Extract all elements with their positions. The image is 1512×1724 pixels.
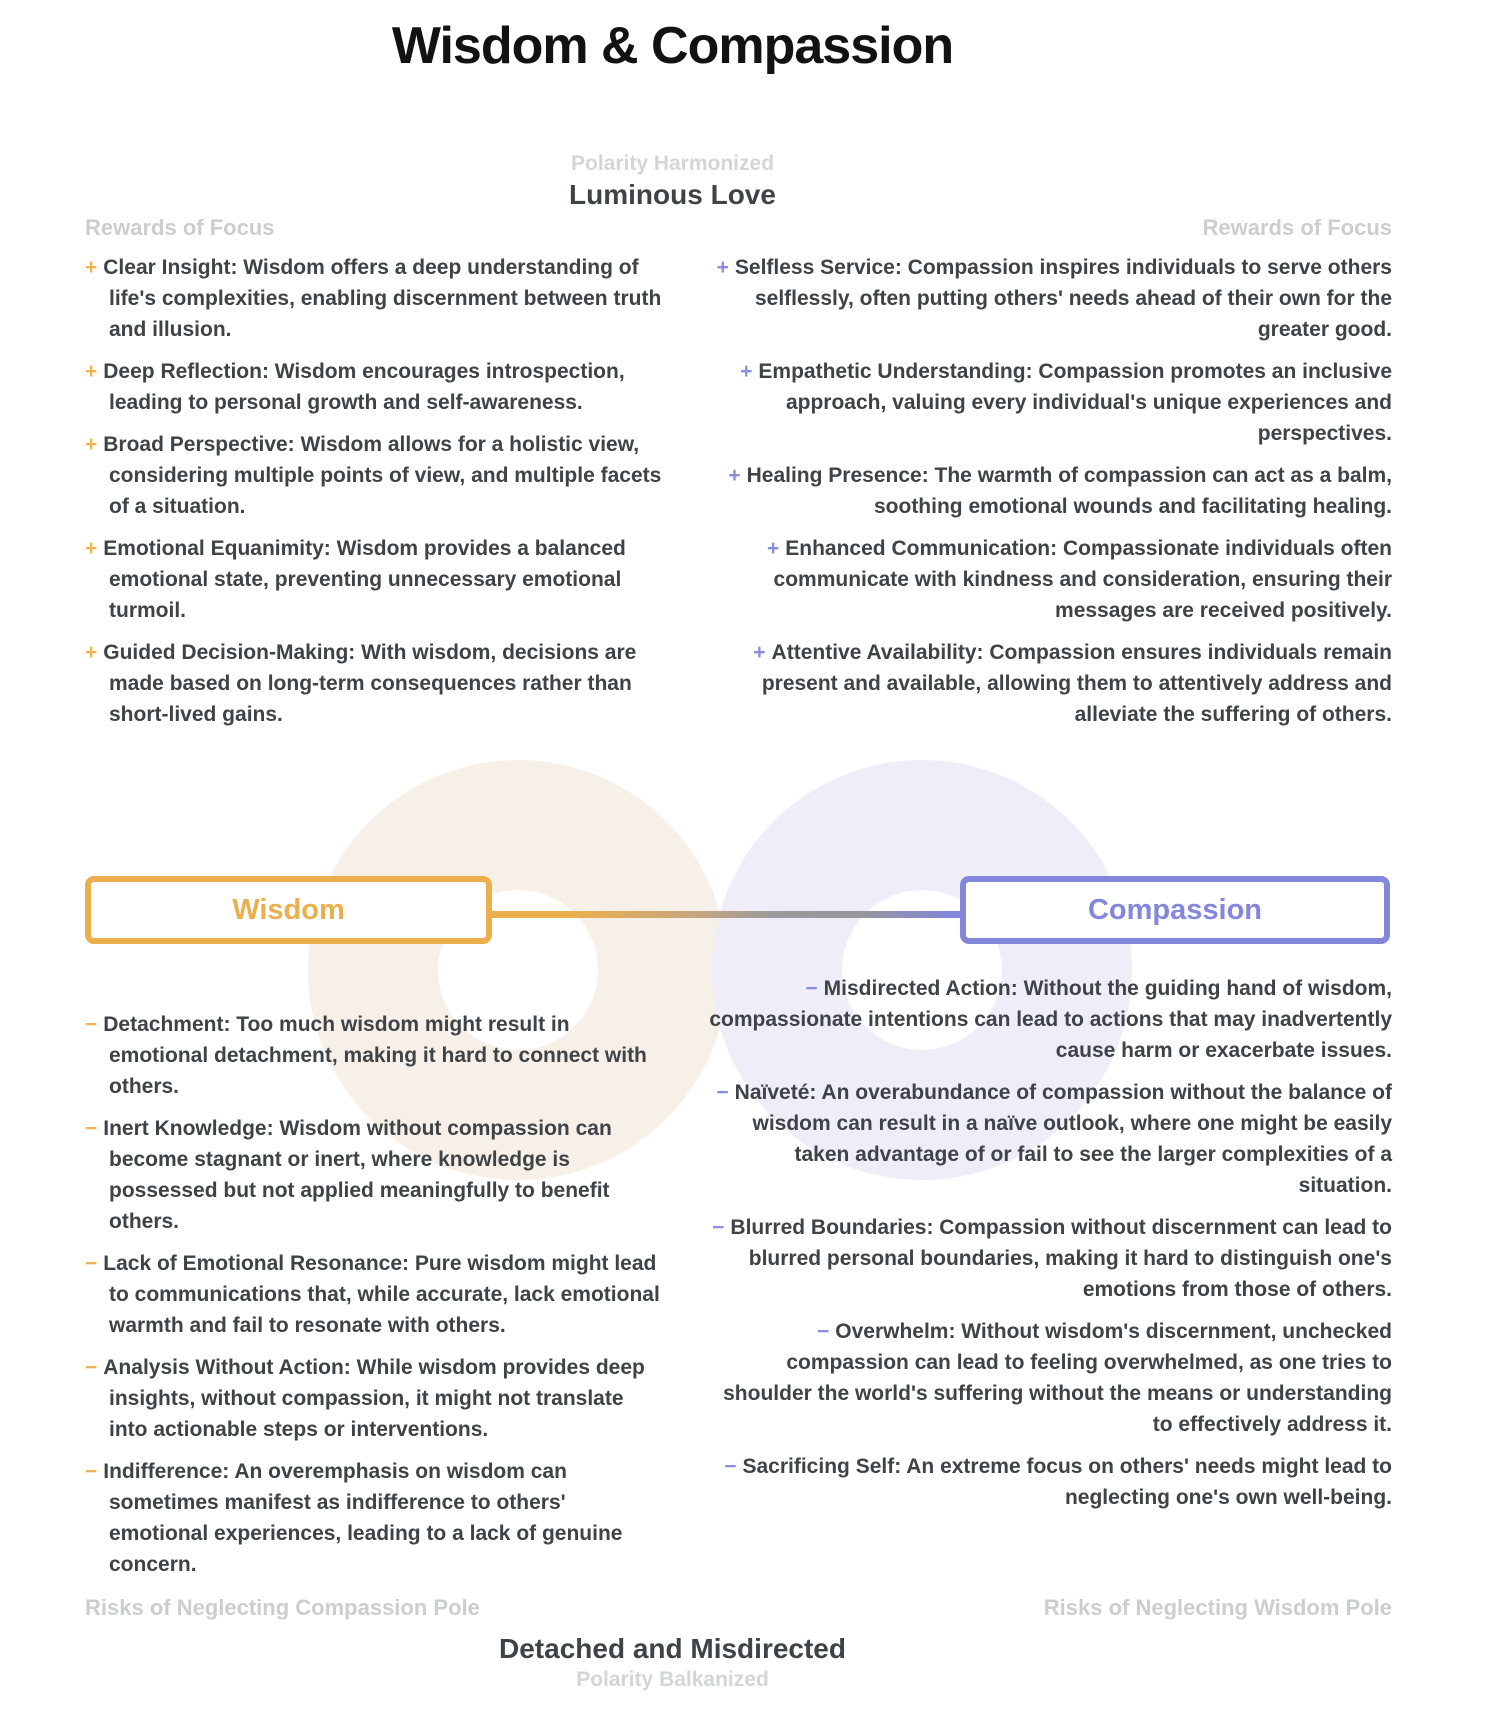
polarity-item: [85, 533, 663, 626]
polarity-item: [702, 252, 1392, 345]
item-text: Clear Insight: Wisdom offers a deep understanding of life's complexities, enabling discernment between truth and illusion.: [103, 256, 662, 341]
polarity-item: [702, 973, 1392, 1066]
minus-icon: −: [716, 1081, 729, 1104]
item-text: Sacrificing Self: An extreme focus on others' needs might lead to neglecting one's own well-being.: [742, 1455, 1392, 1509]
minus-icon: −: [85, 1013, 98, 1036]
polarity-item: [702, 1451, 1392, 1513]
rewards-label-row: [85, 214, 1392, 242]
wisdom-pole-box[interactable]: [85, 876, 492, 944]
polarity-item: [85, 1456, 663, 1580]
polarity-item: [702, 637, 1392, 730]
minus-icon: −: [816, 1320, 830, 1343]
harmony-section: [85, 150, 1260, 212]
polarity-item: [85, 1248, 663, 1341]
plus-icon: +: [767, 537, 780, 560]
conflict-section: [85, 1632, 1260, 1694]
rewards-grid: [85, 252, 1392, 741]
item-text: Enhanced Communication: Compassionate individuals often communicate with kindness and consideration, ensuring their messages are received positively.: [773, 537, 1392, 622]
left-rewards-label: Rewards of Focus: [85, 215, 275, 240]
page-title: Wisdom & Compassion: [391, 17, 954, 75]
item-text: Analysis Without Action: While wisdom provides deep insights, without compassion, it might not translate into actionable steps or interventions.: [103, 1356, 645, 1441]
plus-icon: +: [85, 360, 98, 383]
item-text: Inert Knowledge: Wisdom without compassion can become stagnant or inert, where knowledge is possessed but not applied meaningfully to benefit others.: [103, 1117, 612, 1233]
polarity-item: [85, 1009, 663, 1102]
harmony-tagline: Polarity Harmonized: [570, 152, 775, 175]
polarity-item: [702, 1212, 1392, 1305]
minus-icon: −: [85, 1460, 98, 1483]
polarity-item: [702, 356, 1392, 449]
item-text: Naïveté: An overabundance of compassion without the balance of wisdom can result in a naïve outlook, where one might be easily taken advantage of or fail to see the larger complexities of a situation.: [734, 1081, 1392, 1197]
harmony-name: Luminous Love: [569, 179, 776, 210]
risks-label-row: [85, 1594, 1392, 1622]
item-text: Lack of Emotional Resonance: Pure wisdom might lead to communications that, while accurate, lack emotional warmth and fail to resonate with others.: [103, 1252, 660, 1337]
plus-icon: +: [716, 256, 729, 279]
item-text: Overwhelm: Without wisdom's discernment, unchecked compassion can lead to feeling overwhelmed, as one tries to shoulder the world's suffering without the means or understanding to effectively address it.: [723, 1320, 1392, 1436]
item-text: Misdirected Action: Without the guiding hand of wisdom, compassionate intentions can lead to actions that may inadvertently cause harm or exacerbate issues.: [709, 977, 1392, 1062]
compassion-risks-list: [702, 973, 1392, 1591]
polarity-item: [85, 252, 663, 345]
plus-icon: +: [740, 360, 753, 383]
plus-icon: +: [85, 537, 98, 560]
left-risks-label: Risks of Neglecting Compassion Pole: [85, 1595, 480, 1620]
minus-icon: −: [85, 1252, 98, 1275]
conflict-name: Detached and Misdirected: [499, 1633, 846, 1664]
item-text: Blurred Boundaries: Compassion without discernment can lead to blurred personal boundaries, making it hard to distinguish one's emotions from those of others.: [730, 1216, 1392, 1301]
item-text: Detachment: Too much wisdom might result in emotional detachment, making it hard to connect with others.: [103, 1013, 647, 1098]
compassion-pole-box[interactable]: [960, 876, 1390, 944]
minus-icon: −: [85, 1356, 98, 1379]
plus-icon: +: [85, 433, 98, 456]
item-text: Healing Presence: The warmth of compassion can act as a balm, soothing emotional wounds and facilitating healing.: [746, 464, 1392, 518]
polarity-connector-line: [489, 911, 963, 918]
item-text: Empathetic Understanding: Compassion promotes an inclusive approach, valuing every individual's unique experiences and perspectives.: [758, 360, 1392, 445]
compassion-rewards-list: [702, 252, 1392, 741]
item-text: Deep Reflection: Wisdom encourages introspection, leading to personal growth and self-awareness.: [103, 360, 625, 414]
polarity-item: [85, 356, 663, 418]
plus-icon: +: [85, 641, 98, 664]
right-rewards-label: Rewards of Focus: [1202, 215, 1392, 240]
minus-icon: −: [724, 1455, 737, 1478]
item-text: Broad Perspective: Wisdom allows for a holistic view, considering multiple points of view, and multiple facets of a situation.: [103, 433, 662, 518]
header: [85, 16, 1260, 76]
minus-icon: −: [712, 1216, 725, 1239]
polarity-item: [702, 1077, 1392, 1201]
wisdom-risks-list: [85, 973, 663, 1591]
polarity-item: [85, 1352, 663, 1445]
right-risks-label: Risks of Neglecting Wisdom Pole: [1043, 1595, 1392, 1620]
plus-icon: +: [753, 641, 766, 664]
minus-icon: −: [85, 1117, 98, 1140]
polarity-item: [85, 429, 663, 522]
compassion-pole-label: Compassion: [1087, 893, 1263, 926]
plus-icon: +: [728, 464, 741, 487]
conflict-tagline: Polarity Balkanized: [576, 1668, 769, 1691]
minus-icon: −: [805, 977, 818, 1000]
risks-grid: [85, 973, 1392, 1591]
item-text: Guided Decision-Making: With wisdom, decisions are made based on long-term consequences rather than short-lived gains.: [103, 641, 637, 726]
polarity-item: [702, 460, 1392, 522]
item-text: Emotional Equanimity: Wisdom provides a balanced emotional state, preventing unnecessary emotional turmoil.: [103, 537, 626, 622]
polarity-item: [702, 533, 1392, 626]
polarity-item: [702, 1316, 1392, 1440]
plus-icon: +: [85, 256, 98, 279]
polarity-item: [85, 637, 663, 730]
item-text: Indifference: An overemphasis on wisdom can sometimes manifest as indifference to others' emotional experiences, leading to a lack of genuine concern.: [103, 1460, 623, 1576]
polarity-item: [85, 1113, 663, 1237]
wisdom-pole-label: Wisdom: [232, 893, 345, 926]
wisdom-rewards-list: [85, 252, 663, 741]
item-text: Attentive Availability: Compassion ensures individuals remain present and available, allowing them to attentively address and alleviate the suffering of others.: [761, 641, 1392, 726]
item-text: Selfless Service: Compassion inspires individuals to serve others selflessly, often putting others' needs ahead of their own for the greater good.: [734, 256, 1392, 341]
